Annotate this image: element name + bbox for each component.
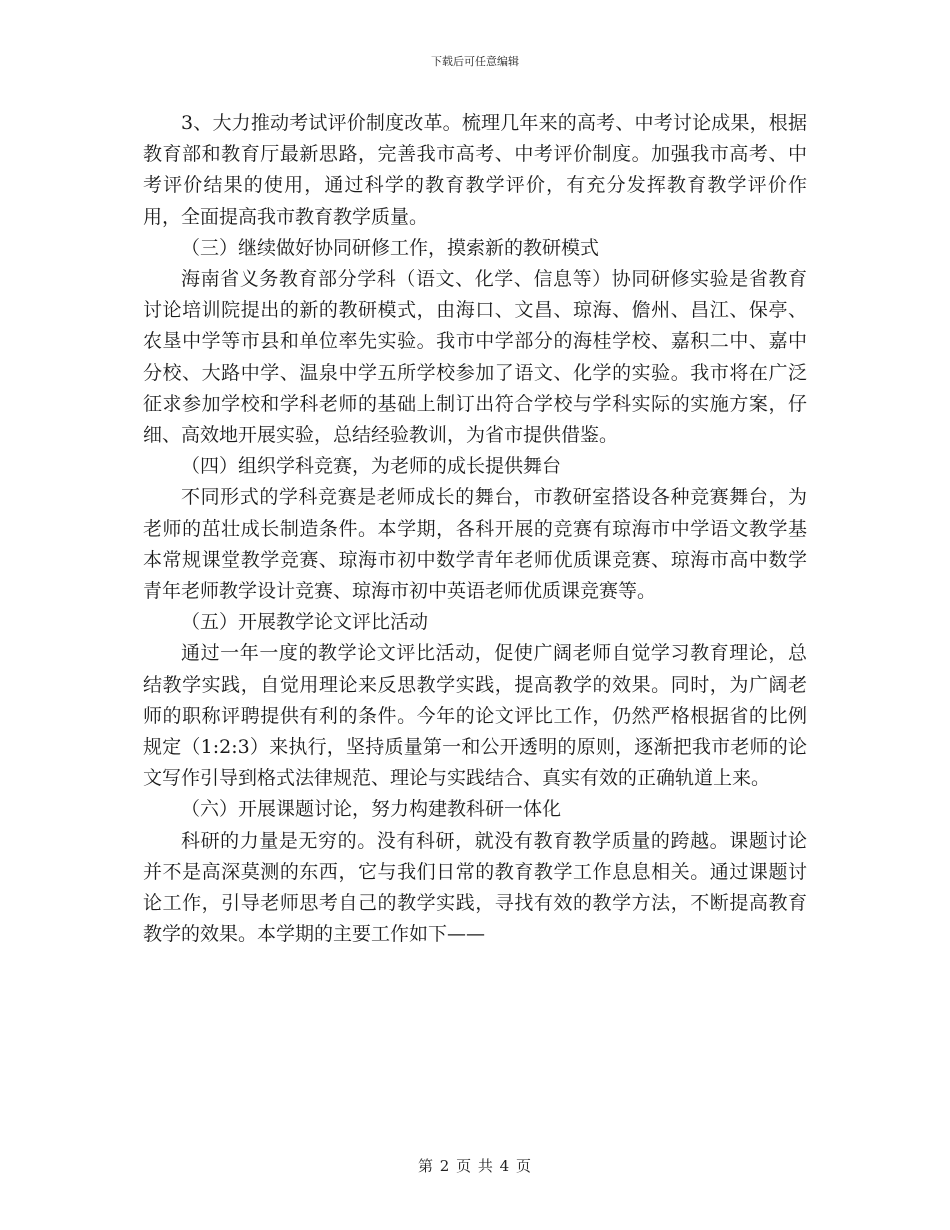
paragraph-collaborative-study: 海南省义务教育部分学科（语文、化学、信息等）协同研修实验是省教育讨论培训院提出的新的教研模式，由海口、文昌、琼海、儋州、昌江、保亭、农垦中学等市县和单位率先实验。我市中学部分的海桂学校、嘉积二中、嘉中分校、大路中学、温泉中学五所学校参加了语文、化学的实验。我市将在广泛征求参加学校和学科老师的基础上制订出符合学校与学科实际的实施方案，仔细、高效地开展实验，总结经验教训，为省市提供借鉴。 [143,268,807,447]
paragraph-paper-evaluation: 通过一年一度的教学论文评比活动，促使广阔老师自觉学习教育理论，总结教学实践，自觉用理论来反思教学实践，提高教学的效果。同时，为广阔老师的职称评聘提供有利的条件。今年的论文评比工作，仍然严格根据省的比例规定（1:2:3）来执行，坚持质量第一和公开透明的原则，逐渐把我市老师的论文写作引导到格式法律规范、理论与实践结合、真实有效的正确轨道上来。 [143,642,807,790]
paragraph-subject-competition: 不同形式的学科竞赛是老师成长的舞台，市教研室搭设各种竞赛舞台，为老师的茁壮成长制造条件。本学期，各科开展的竞赛有琼海市中学语文教学基本常规课堂教学竞赛、琼海市初中数学青年老师优质课竞赛、琼海市高中数学青年老师教学设计竞赛、琼海市初中英语老师优质课竞赛等。 [143,486,807,603]
page-header: 下载后可任意编辑 [431,55,519,68]
document-body [143,108,807,950]
section-heading-6: （六）开展课题讨论，努力构建教科研一体化 [181,798,562,821]
section-heading-3: （三）继续做好协同研修工作，摸索新的教研模式 [181,236,600,259]
section-heading-4: （四）组织学科竞赛，为老师的成长提供舞台 [181,455,562,478]
page-number-footer: 第 2 页 共 4 页 [418,1157,532,1175]
paragraph-exam-reform: 3、大力推动考试评价制度改革。梳理几年来的高考、中考讨论成果，根据教育部和教育厅最新思路，完善我市高考、中考评价制度。加强我市高考、中考评价结果的使用，通过科学的教育教学评价，有充分发挥教育教学评价作用，全面提高我市教育教学质量。 [143,112,807,228]
section-heading-5: （五）开展教学论文评比活动 [181,611,429,634]
paragraph-research-projects: 科研的力量是无穷的。没有科研，就没有教育教学质量的跨越。课题讨论并不是高深莫测的东西，它与我们日常的教育教学工作息息相关。通过课题讨论工作，引导老师思考自己的教学实践，寻找有效的教学方法，不断提高教育教学的效果。本学期的主要工作如下—— [143,829,807,946]
